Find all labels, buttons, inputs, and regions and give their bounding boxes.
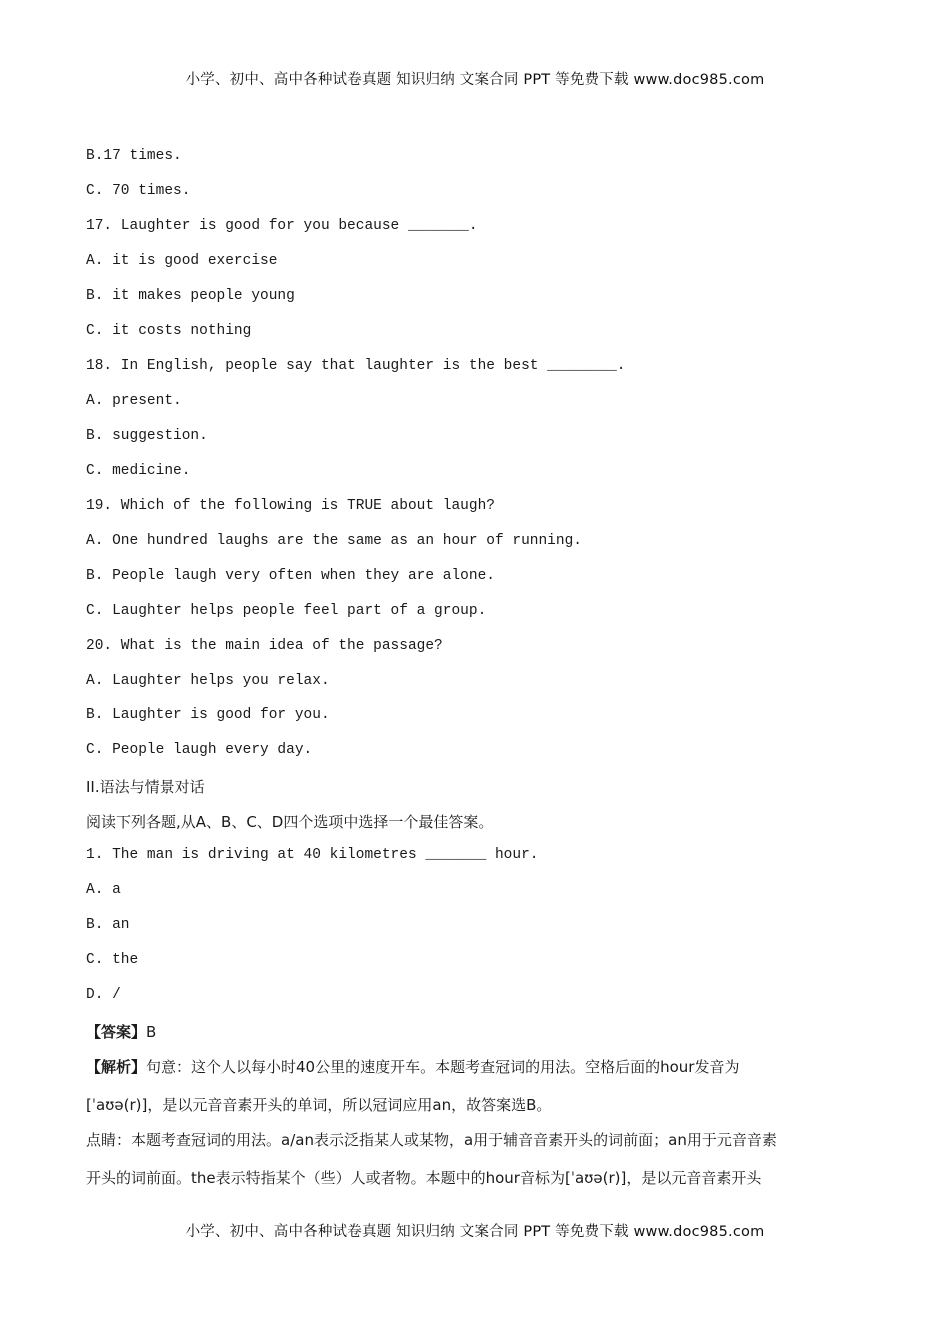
q19-stem: 19. Which of the following is TRUE about laugh?	[86, 498, 495, 514]
q18-option-b: B. suggestion.	[86, 428, 208, 444]
footer-banner: 小学、初中、高中各种试卷真题 知识归纳 文案合同 PPT 等免费下载 www.doc985.com	[185, 1224, 765, 1240]
analysis-line-4: 开头的词前面。the表示特指某个（些）人或者物。本题中的hour音标为[ˈaʊə(r)]，是以元音音素开头	[86, 1169, 762, 1187]
q20-option-c: C. People laugh every day.	[86, 742, 313, 758]
q17-option-c: C. it costs nothing	[86, 323, 252, 339]
answer-label: 【答案】	[86, 1023, 147, 1041]
g1-stem: 1. The man is driving at 40 kilometres _______ hour.	[86, 847, 539, 863]
q20-option-b: B. Laughter is good for you.	[86, 707, 330, 723]
q20-option-a: A. Laughter helps you relax.	[86, 673, 330, 689]
q19-option-b: B. People laugh very often when they are alone.	[86, 568, 495, 584]
analysis-line-2: [ˈaʊə(r)]，是以元音音素开头的单词，所以冠词应用an，故答案选B。	[86, 1096, 552, 1114]
analysis-label: 【解析】	[86, 1058, 147, 1076]
analysis-line-1	[86, 1056, 739, 1077]
q19-option-a: A. One hundred laughs are the same as an hour of running.	[86, 533, 582, 549]
q18-stem: 18. In English, people say that laughter is the best ________.	[86, 358, 626, 374]
section-instruction: 阅读下列各题,从A、B、C、D四个选项中选择一个最佳答案。	[86, 813, 494, 831]
answer-value: B	[146, 1023, 157, 1041]
header-banner: 小学、初中、高中各种试卷真题 知识归纳 文案合同 PPT 等免费下载 www.doc985.com	[185, 72, 765, 88]
analysis-text-1: 句意：这个人以每小时40公里的速度开车。本题考查冠词的用法。空格后面的hour发音为	[146, 1058, 740, 1076]
q17-option-b: B. it makes people young	[86, 288, 295, 304]
analysis-line-3: 点睛：本题考查冠词的用法。a/an表示泛指某人或某物，a用于辅音音素开头的词前面；an用于元音音素	[86, 1131, 777, 1149]
q18-option-a: A. present.	[86, 393, 182, 409]
g1-option-b: B. an	[86, 917, 130, 933]
section-title: II.语法与情景对话	[86, 778, 205, 796]
q20-stem: 20. What is the main idea of the passage?	[86, 638, 443, 654]
g1-option-d: D. /	[86, 987, 121, 1003]
q16-option-c: C. 70 times.	[86, 183, 191, 199]
answer-line	[86, 1021, 156, 1042]
g1-option-c: C. the	[86, 952, 139, 968]
q17-stem: 17. Laughter is good for you because _______.	[86, 218, 478, 234]
q16-option-b: B.17 times.	[86, 148, 182, 164]
q17-option-a: A. it is good exercise	[86, 253, 278, 269]
q19-option-c: C. Laughter helps people feel part of a group.	[86, 603, 487, 619]
g1-option-a: A. a	[86, 882, 121, 898]
q18-option-c: C. medicine.	[86, 463, 191, 479]
